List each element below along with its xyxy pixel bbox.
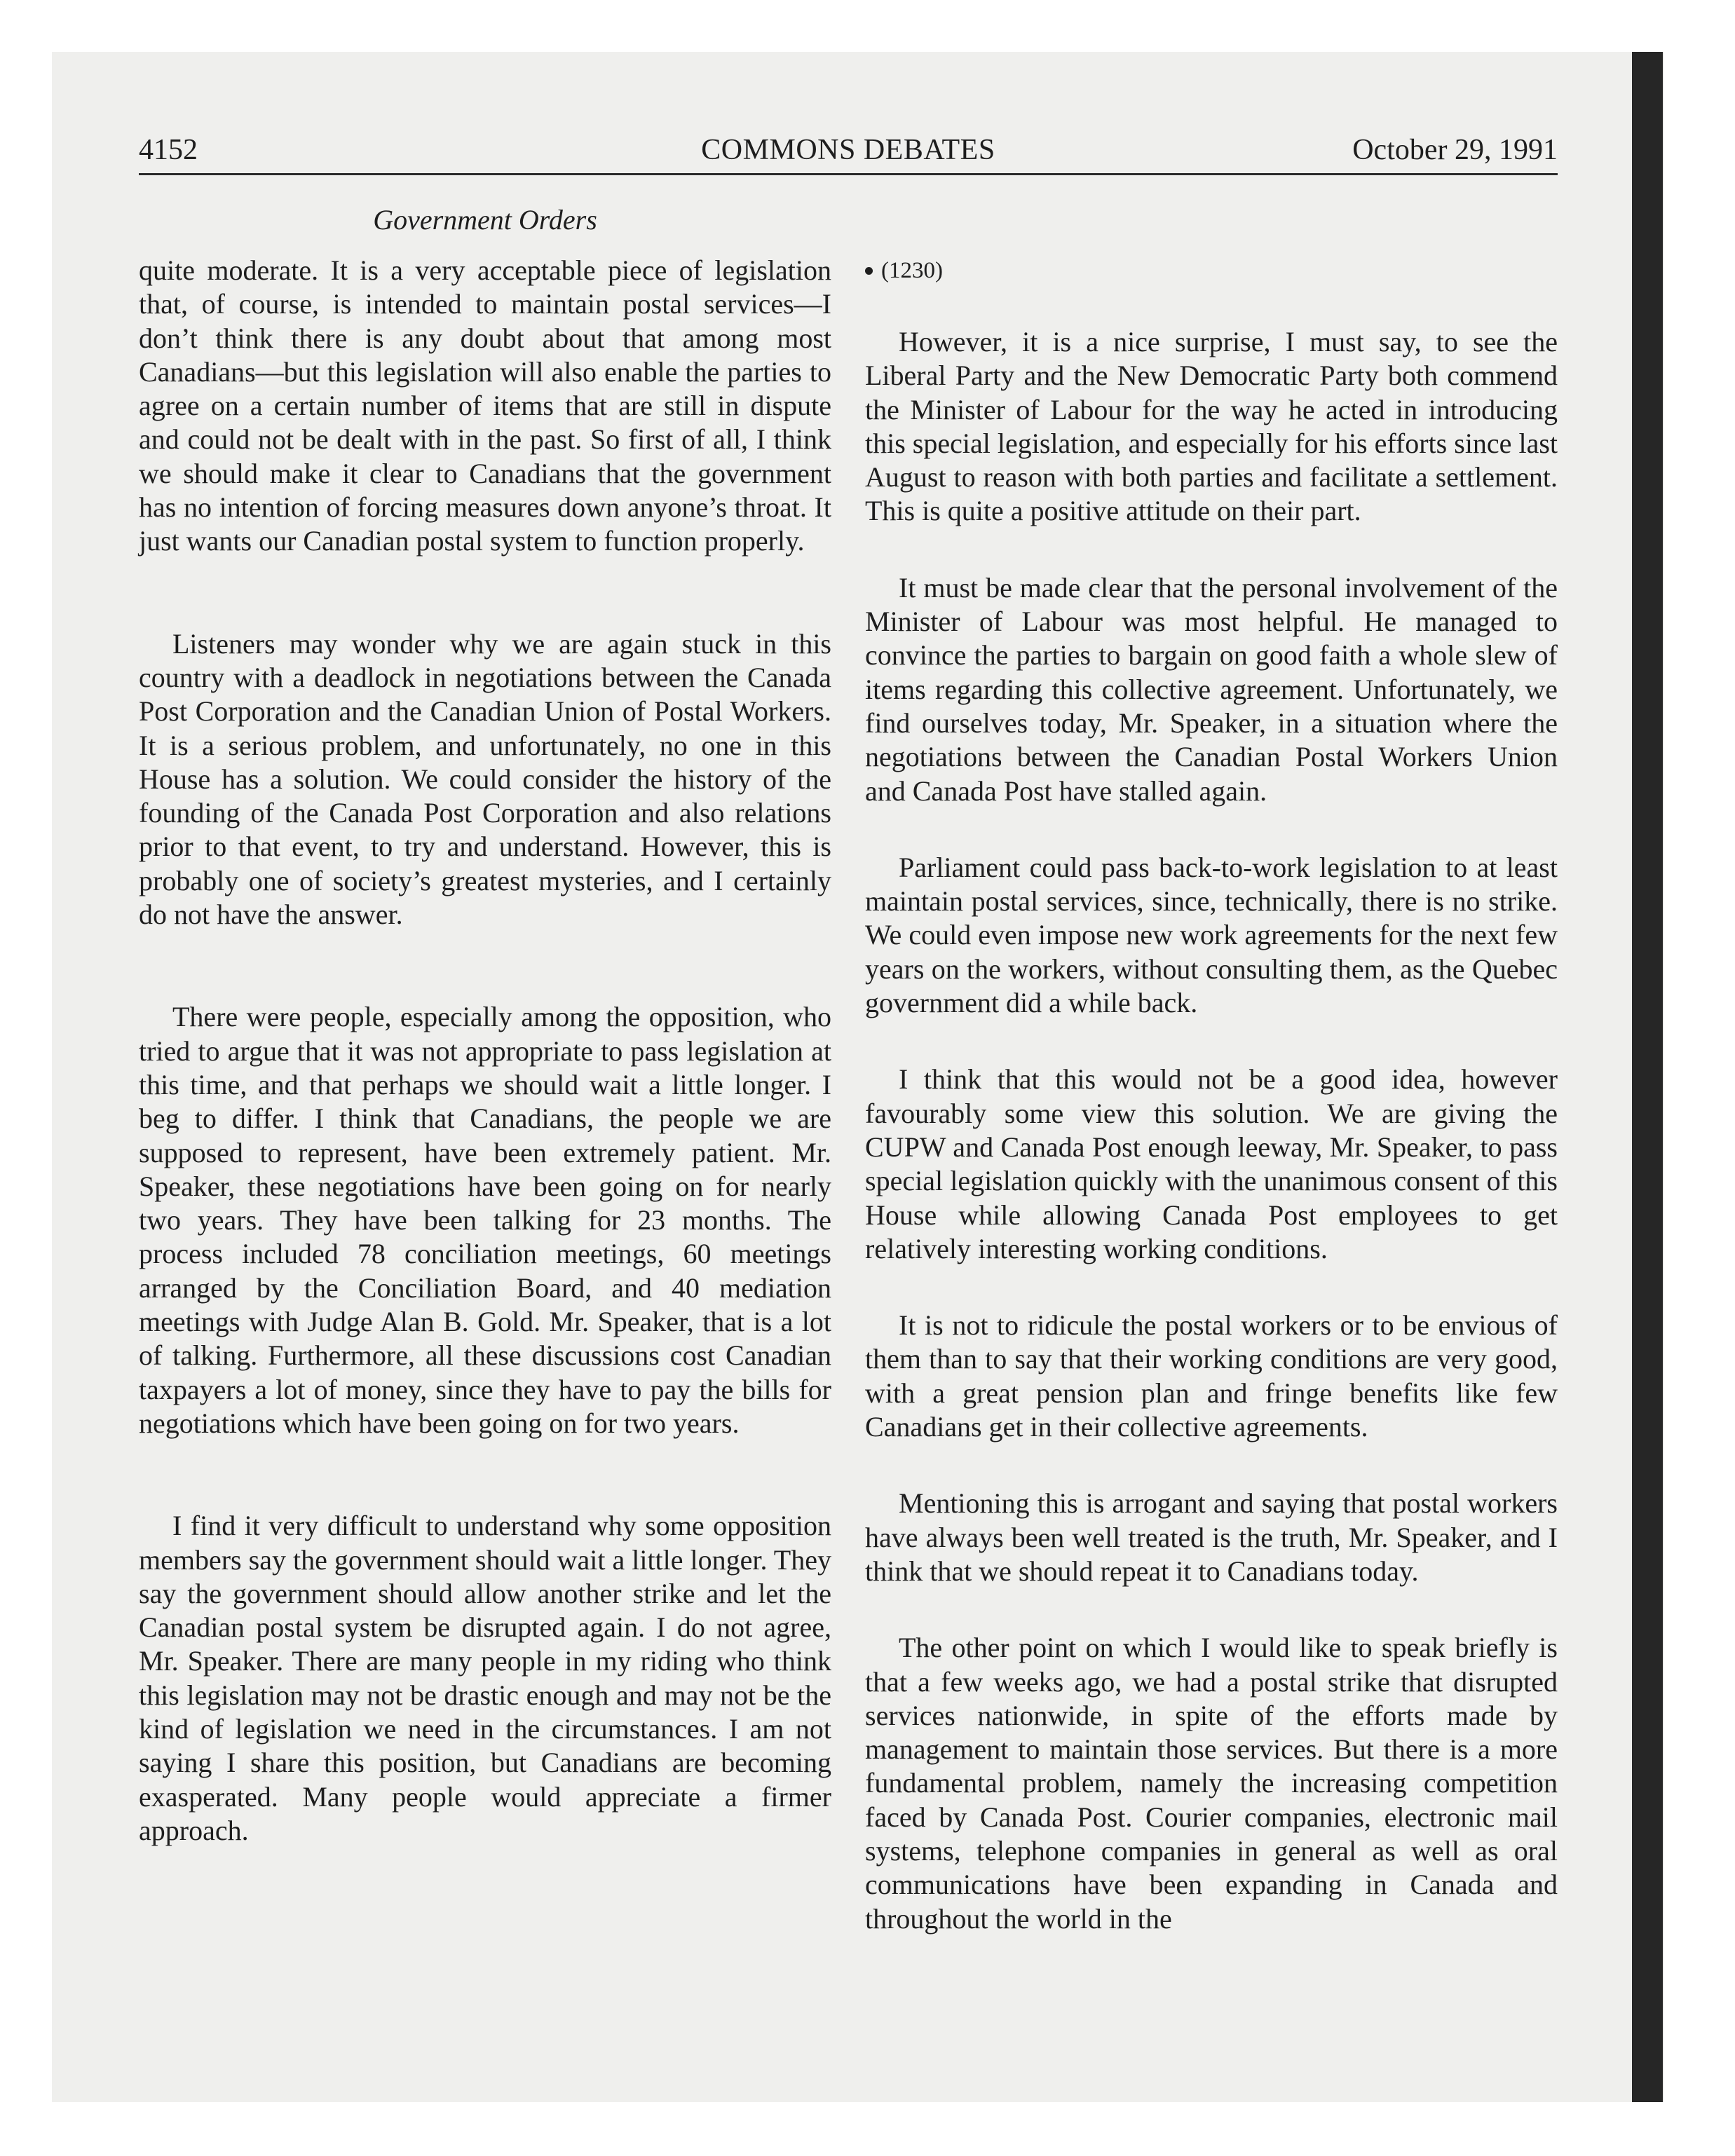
- section-heading: Government Orders: [373, 204, 597, 236]
- left-column: [139, 254, 831, 1848]
- header-rule: [139, 173, 1558, 175]
- bullet-icon: [865, 267, 873, 275]
- time-marker-text: (1230): [881, 258, 943, 283]
- paragraph: The other point on which I would like to speak briefly is that a few weeks ago, we had a postal strike that disrupted services nationwide, in spite of the efforts made by management to maintain those services. But there is a more fundamental problem, namely the increasing competition faced by Canada Post. Courier companies, electronic mail systems, telephone companies in general as well as oral communications have been expanding in Canada and throughout the world in the: [865, 1632, 1558, 1935]
- paragraph: It is not to ridicule the postal workers or to be envious of them than to say that their working conditions are very good, with a great pension plan and fringe benefits like few Canadians get in their collective agreements.: [865, 1309, 1558, 1443]
- paragraph: Parliament could pass back-to-work legislation to at least maintain postal services, since, technically, there is no strike. We could even impose new work agreements for the next few years on the workers, without consulting them, as the Quebec government did a while back.: [865, 851, 1558, 1019]
- paragraph: It must be made clear that the personal involvement of the Minister of Labour was most helpful. He managed to convince the parties to bargain on good faith a whole slew of items regarding this collective agreement. Unfortunately, we find ourselves today, Mr. Speaker, in a situation where the negotiations between the Canadian Postal Workers Union and Canada Post have stalled again.: [865, 571, 1558, 807]
- paragraph: I think that this would not be a good idea, however favourably some view this solution. We are giving the CUPW and Canada Post enough leeway, Mr. Speaker, to pass special legislation quickly with the unanimous consent of this House while allowing Canada Post employees to get relatively interesting working conditions.: [865, 1063, 1558, 1264]
- paragraph: However, it is a nice surprise, I must say, to see the Liberal Party and the New Democratic Party both commend the Minister of Labour for the way he acted in introducing this special legislation, and especially for his efforts since last August to reason with both parties and facilitate a settlement. This is quite a positive attitude on their part.: [865, 326, 1558, 527]
- paragraph: Mentioning this is arrogant and saying that postal workers have always been well treated is the truth, Mr. Speaker, and I think that we should repeat it to Canadians today.: [865, 1487, 1558, 1587]
- page-number: 4152: [139, 134, 198, 166]
- paragraph: There were people, especially among the opposition, who tried to argue that it was not appropriate to pass legislation at this time, and that perhaps we should wait a little longer. I beg to differ. I think that Canadians, the people we are supposed to represent, have been extremely patient. Mr. Speaker, these negotiations have been going on for nearly two years. They have been talking for 23 months. The process included 78 conciliation meetings, 60 meetings arranged by the Conciliation Board, and 40 mediation meetings with Judge Alan B. Gold. Mr. Speaker, that is a lot of talking. Furthermore, all these discussions cost Canadian taxpayers a lot of money, since they have to pay the bills for negotiations which have been going on for two years.: [139, 1001, 831, 1439]
- journal-title: COMMONS DEBATES: [701, 134, 995, 166]
- running-header: [139, 129, 1558, 171]
- scan-border: [1632, 52, 1663, 2102]
- paragraph: quite moderate. It is a very acceptable piece of legislation that, of course, is intended to maintain postal services—I don’t think there is any doubt about that among most Canadians—but this legislation will also enable the parties to agree on a certain number of items that are still in dispute and could not be dealt with in the past. So first of all, I think we should make it clear to Canadians that the government has no intention of forcing measures down anyone’s throat. It just wants our Canadian postal system to function properly.: [139, 254, 831, 557]
- time-marker: [865, 254, 1558, 287]
- paragraph: I find it very difficult to understand why some opposition members say the government should wait a little longer. They say the government should allow another strike and let the Canadian postal system be disrupted again. I do not agree, Mr. Speaker. There are many people in my riding who think this legislation may not be drastic enough and may not be the kind of legislation we need in the circumstances. I am not saying I share this position, but Canadians are becoming exasperated. Many people would appreciate a firmer approach.: [139, 1510, 831, 1846]
- issue-date: October 29, 1991: [1352, 134, 1558, 166]
- paragraph: Listeners may wonder why we are again stuck in this country with a deadlock in negotiations between the Canada Post Corporation and the Canadian Union of Postal Workers. It is a serious problem, and unfortunately, no one in this House has a solution. We could consider the history of the founding of the Canada Post Corporation and also relations prior to that event, to try and understand. However, this is probably one of society’s greatest mysteries, and I certainly do not have the answer.: [139, 627, 831, 931]
- right-column: [865, 254, 1558, 1936]
